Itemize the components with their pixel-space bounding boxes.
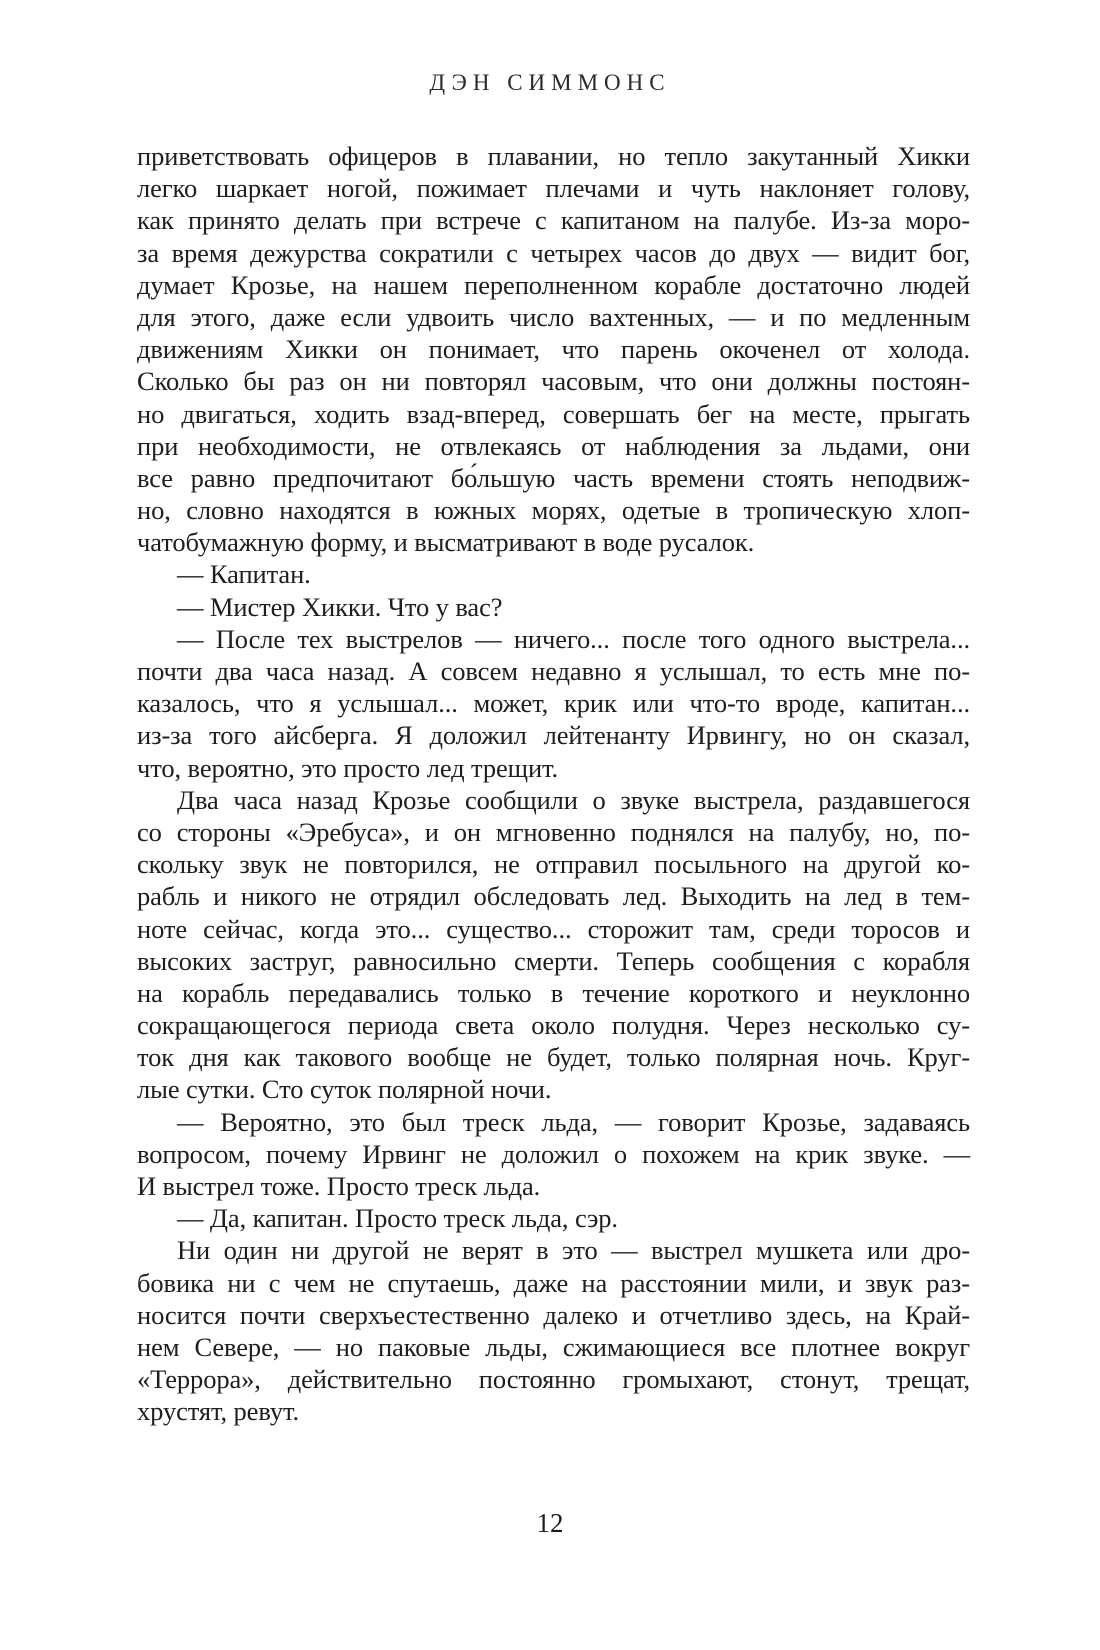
- text-line: — Да, капитан. Просто треск льда, сэр.: [177, 1203, 618, 1234]
- text-line: хрустят, ревут.: [137, 1396, 300, 1427]
- text-line: — Капитан.: [177, 559, 311, 590]
- paragraph: [137, 140, 970, 558]
- text-line: сокращающегося периода света около полудня. Через несколько су-: [137, 1010, 970, 1041]
- text-line: бовика ни с чем не спутаешь, даже на расстоянии мили, и звук раз-: [137, 1267, 970, 1298]
- paragraph: [137, 1234, 970, 1427]
- text-line: скольку звук не повторился, не отправил посыльного на другой ко-: [137, 849, 970, 880]
- text-line: — После тех выстрелов — ничего... после того одного выстрела...: [177, 623, 970, 654]
- text-line: — Мистер Хикки. Что у вас?: [177, 591, 503, 622]
- text-line: Два часа назад Крозье сообщили о звуке выстрела, раздавшегося: [177, 784, 970, 815]
- text-line: И выстрел тоже. Просто треск льда.: [137, 1171, 541, 1201]
- text-line: все равно предпочитают бо́льшую часть времени стоять неподвиж-: [137, 462, 970, 493]
- text-line: приветствовать офицеров в плавании, но тепло закутанный Хикки: [137, 141, 970, 171]
- paragraph: [137, 591, 970, 623]
- text-line: на корабль передавались только в течение короткого и неуклонно: [137, 977, 970, 1008]
- text-line: что, вероятно, это просто лед трещит.: [137, 752, 559, 783]
- text-line: легко шаркает ногой, пожимает плечами и чуть наклоняет голову,: [137, 173, 970, 204]
- text-line: высоких заструг, равносильно смерти. Теперь сообщения с корабля: [137, 945, 970, 976]
- text-line: — Вероятно, это был треск льда, — говорит Крозье, задаваясь: [177, 1106, 970, 1137]
- text-line: для этого, даже если удвоить число вахтенных, — и по медленным: [137, 301, 970, 332]
- text-line: ноте сейчас, когда это... существо... сторожит там, среди торосов и: [137, 913, 970, 944]
- text-line: из-за того айсберга. Я доложил лейтенанту Ирвингу, но он сказал,: [137, 720, 970, 751]
- paragraph: [137, 1202, 970, 1234]
- paragraph: [137, 623, 970, 784]
- paragraph: [137, 558, 970, 590]
- text-line: Ни один ни другой не верят в это — выстрел мушкета или дро-: [177, 1235, 970, 1266]
- text-line: со стороны «Эребуса», и он мгновенно поднялся на палубу, но, по-: [137, 816, 970, 847]
- paragraph: [137, 1106, 970, 1203]
- text-line: ток дня как такового вообще не будет, только полярная ночь. Круг-: [137, 1042, 970, 1073]
- running-header: ДЭН СИММОНС: [429, 70, 671, 95]
- text-line: Сколько бы раз он ни повторял часовым, что они должны постоян-: [137, 366, 970, 397]
- text-line: рабль и никого не отрядил обследовать лед. Выходить на лед в тем-: [137, 881, 970, 912]
- text-line: но, словно находятся в южных морях, одетые в тропическую хлоп-: [137, 495, 970, 526]
- text-line: лые сутки. Сто суток полярной ночи.: [137, 1074, 552, 1105]
- text-line: нем Севере, — но паковые льды, сжимающиеся все плотнее вокруг: [137, 1331, 970, 1362]
- text-line: чатобумажную форму, и высматривают в воде русалок.: [137, 527, 755, 558]
- text-line: но двигаться, ходить взад-вперед, совершать бег на месте, прыгать: [137, 398, 970, 429]
- text-line: носится почти сверхъестественно далеко и отчетливо здесь, на Край-: [137, 1299, 970, 1330]
- page-number: 12: [536, 1508, 564, 1538]
- text-line: вопросом, почему Ирвинг не доложил о похожем на крик звуке. —: [137, 1138, 970, 1169]
- text-block: [137, 140, 970, 1428]
- text-line: казалось, что я услышал... может, крик или что-то вроде, капитан...: [137, 688, 970, 719]
- text-line: почти два часа назад. А совсем недавно я услышал, то есть мне по-: [137, 656, 970, 686]
- text-line: думает Крозье, на нашем переполненном корабле достаточно людей: [137, 269, 970, 300]
- text-line: как принято делать при встрече с капитаном на палубе. Из-за моро-: [137, 205, 970, 236]
- text-line: за время дежурства сократили с четырех часов до двух — видит бог,: [137, 237, 970, 268]
- text-line: движениям Хикки он понимает, что парень окоченел от холода.: [137, 334, 970, 365]
- paragraph: [137, 784, 970, 1106]
- text-line: при необходимости, не отвлекаясь от наблюдения за льдами, они: [137, 430, 970, 461]
- text-line: «Террора», действительно постоянно громыхают, стонут, трещат,: [137, 1364, 970, 1395]
